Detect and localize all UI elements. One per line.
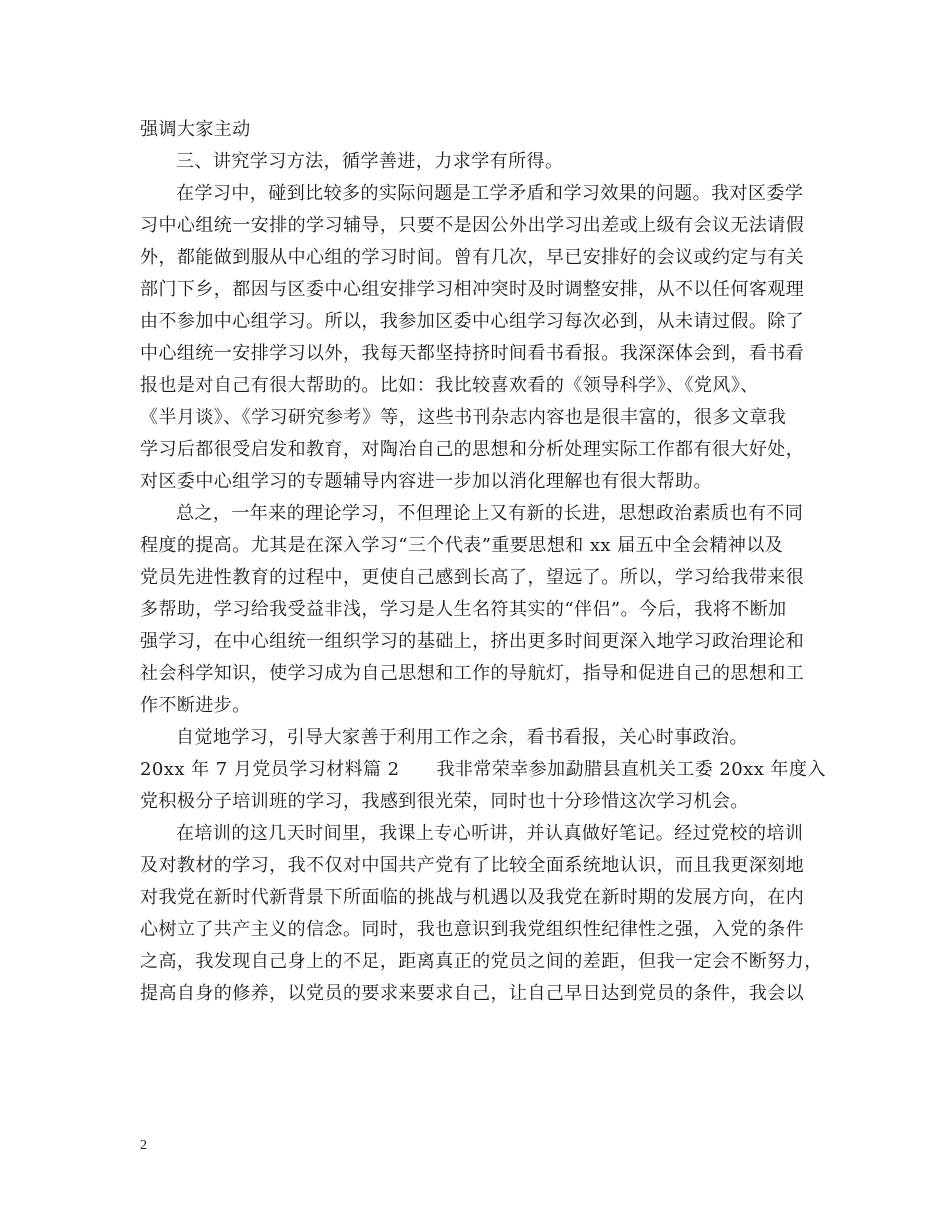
text-line: 及对教材的学习，我不仅对中国共产党有了比较全面系统地认识，而且我更深刻地 (140, 855, 805, 876)
text-line: 学习后都很受启发和教育，对陶冶自己的思想和分析处理实际工作都有很大好处， (140, 439, 805, 460)
text-line: 程度的提高。尤其是在深入学习“三个代表”重要思想和 xx 届五中全会精神以及 (140, 535, 784, 556)
text-line: 习中心组统一安排的学习辅导，只要不是因公外出学习出差或上级有会议无法请假 (140, 215, 805, 236)
paragraph-start: 自觉地学习，引导大家善于利用工作之余，看书看报，关心时事政治。 (176, 727, 748, 748)
text-line: 对区委中心组学习的专题辅导内容进一步加以消化理解也有很大帮助。 (140, 471, 712, 492)
page-number: 2 (140, 1138, 147, 1153)
text-line: 部门下乡，都因与区委中心组安排学习相冲突时及时调整安排，从不以任何客观理 (140, 279, 805, 300)
article-title-line: 20xx 年 7 月党员学习材料篇 2 我非常荣幸参加勐腊县直机关工委 20xx 年度入 (140, 759, 826, 780)
text-line: 外，都能做到服从中心组的学习时间。曾有几次，早已安排好的会议或约定与有关 (140, 247, 805, 268)
paragraph-start: 总之，一年来的理论学习，不但理论上又有新的长进，思想政治素质也有不同 (176, 503, 804, 524)
text-line: 强学习，在中心组统一组织学习的基础上，挤出更多时间更深入地学习政治理论和 (140, 631, 805, 652)
text-line: 对我党在新时代新背景下所面临的挑战与机遇以及我党在新时期的发展方向，在内 (140, 887, 805, 908)
text-line: 《半月谈》、《学习研究参考》等，这些书刊杂志内容也是很丰富的，很多文章我 (140, 407, 787, 428)
text-line: 党员先进性教育的过程中，更使自己感到长高了，望远了。所以，学习给我带来很 (140, 567, 805, 588)
text-line: 之高，我发现自己身上的不足，距离真正的党员之间的差距，但我一定会不断努力， (140, 951, 823, 972)
text-line: 多帮助，学习给我受益非浅，学习是人生名符其实的“伴侣”。今后，我将不断加 (140, 599, 787, 620)
text-line: 作不断进步。 (140, 695, 251, 716)
text-line: 报也是对自己有很大帮助的。比如：我比较喜欢看的《领导科学》、《党风》、 (140, 375, 759, 396)
text-line: 心树立了共产主义的信念。同时，我也意识到我党组织性纪律性之强，入党的条件 (140, 919, 805, 940)
section-heading: 三、讲究学习方法，循学善进，力求学有所得。 (176, 151, 564, 172)
text-line: 强调大家主动 (140, 119, 251, 140)
text-line: 中心组统一安排学习以外，我每天都坚持挤时间看书看报。我深深体会到，看书看 (140, 343, 805, 364)
body-text (140, 114, 826, 1010)
paragraph-start: 在学习中，碰到比较多的实际问题是工学矛盾和学习效果的问题。我对区委学 (176, 183, 804, 204)
paragraph-start: 在培训的这几天时间里，我课上专心听讲，并认真做好笔记。经过党校的培训 (176, 823, 804, 844)
text-line: 提高自身的修养，以党员的要求来要求自己，让自己早日达到党员的条件，我会以 (140, 983, 805, 1004)
text-line: 社会科学知识，使学习成为自己思想和工作的导航灯，指导和促进自己的思想和工 (140, 663, 805, 684)
text-line: 党积极分子培训班的学习，我感到很光荣，同时也十分珍惜这次学习机会。 (140, 791, 749, 812)
text-line: 由不参加中心组学习。所以，我参加区委中心组学习每次必到，从未请过假。除了 (140, 311, 805, 332)
